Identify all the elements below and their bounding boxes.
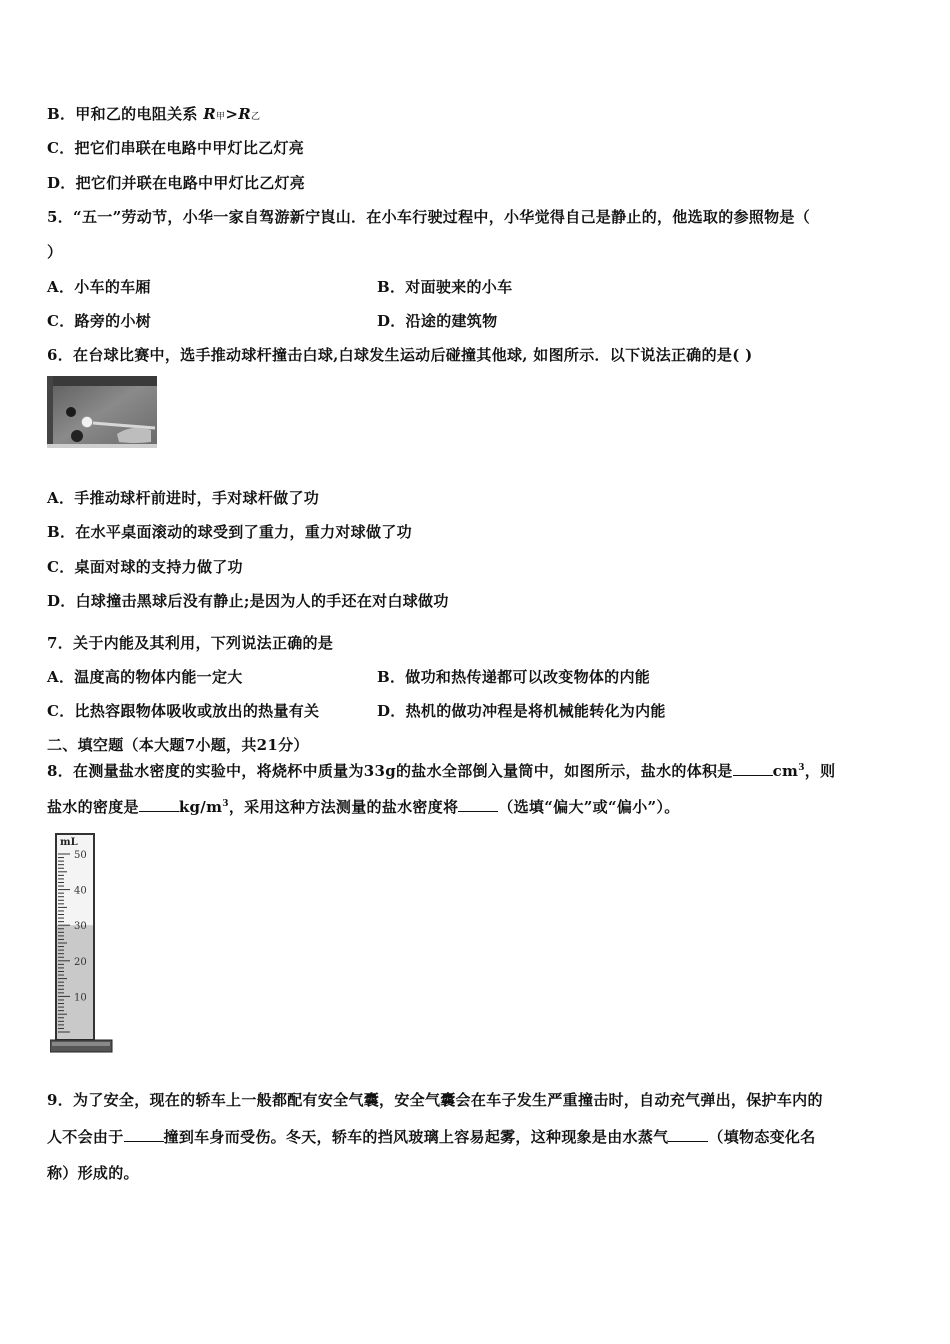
q5-option-c: C．路旁的小树 — [47, 312, 152, 330]
q5-stem: 5．“五一”劳动节，小华一家自驾游新宁崀山．在小车行驶过程中，小华觉得自己是静止的，他选取的参照物是（ — [47, 208, 810, 226]
q6-option-b: B．在水平桌面滚动的球受到了重力，重力对球做了功 — [47, 523, 412, 541]
q5-option-d: D．沿途的建筑物 — [377, 312, 498, 330]
q4-option-c: C．把它们串联在电路中甲灯比乙灯亮 — [47, 139, 305, 157]
q9-line-3: 称）形成的。 — [47, 1164, 139, 1182]
q6-option-c: C．桌面对球的支持力做了功 — [47, 558, 243, 576]
q5-stem-end: ） — [47, 243, 63, 261]
q6-stem: 6．在台球比赛中，选手推动球杆撞击白球,白球发生运动后碰撞其他球, 如图所示．以下说法正确的是( ) — [47, 346, 753, 364]
q6-option-d: D．白球撞击黑球后没有静止;是因为人的手还在对白球做功 — [47, 592, 449, 610]
q4-option-d: D．把它们并联在电路中甲灯比乙灯亮 — [47, 174, 306, 192]
q5-option-a: A．小车的车厢 — [47, 278, 151, 296]
cylinder-unit-label: mL — [60, 837, 78, 848]
q9-blank-inertia[interactable] — [124, 1127, 164, 1142]
measuring-cylinder-figure — [50, 832, 120, 1054]
q4-option-b: B．甲和乙的电阻关系 R甲>R乙 — [47, 105, 261, 123]
q8-blank-volume[interactable] — [733, 761, 773, 776]
cylinder-tick-label: 40 — [74, 885, 87, 897]
cylinder-tick-label: 20 — [74, 956, 87, 968]
q7-stem: 7．关于内能及其利用，下列说法正确的是 — [47, 634, 334, 652]
q8-line-1: 8．在测量盐水密度的实验中，将烧杯中质量为33g的盐水全部倒入量筒中，如图所示，盐水的体积是 $cm^3$，则 — [47, 762, 836, 780]
q9-blank-phase-change[interactable] — [668, 1127, 708, 1142]
q8-line-2: 盐水的密度是 $kg/m^3$，采用这种方法测量的盐水密度将 （选填“偏大”或“偏小”）。 — [47, 798, 680, 816]
q9-line-1: 9．为了安全，现在的轿车上一般都配有安全气囊，安全气囊会在车子发生严重撞击时，自动充气弹出，保护车内的 — [47, 1091, 823, 1109]
cylinder-tick-label: 30 — [74, 921, 87, 933]
q6-option-a: A．手推动球杆前进时，手对球杆做了功 — [47, 489, 320, 507]
q7-option-c: C．比热容跟物体吸收或放出的热量有关 — [47, 702, 320, 720]
q8-blank-bias[interactable] — [458, 797, 498, 812]
q7-option-d: D．热机的做功冲程是将机械能转化为内能 — [377, 702, 666, 720]
q7-option-a: A．温度高的物体内能一定大 — [47, 668, 243, 686]
q9-line-2: 人不会由于 撞到车身而受伤。冬天，轿车的挡风玻璃上容易起雾，这种现象是由水蒸气 （填物态变化名 — [47, 1128, 816, 1146]
q7-option-b: B．做功和热传递都可以改变物体的内能 — [377, 668, 651, 686]
billiards-photo — [47, 376, 157, 448]
q8-blank-density[interactable] — [139, 797, 179, 812]
section-2-title: 二、填空题（本大题7小题，共21分） — [47, 736, 309, 754]
cylinder-tick-label: 50 — [74, 850, 87, 861]
cylinder-tick-label: 10 — [74, 992, 87, 1004]
q5-option-b: B．对面驶来的小车 — [377, 278, 513, 296]
